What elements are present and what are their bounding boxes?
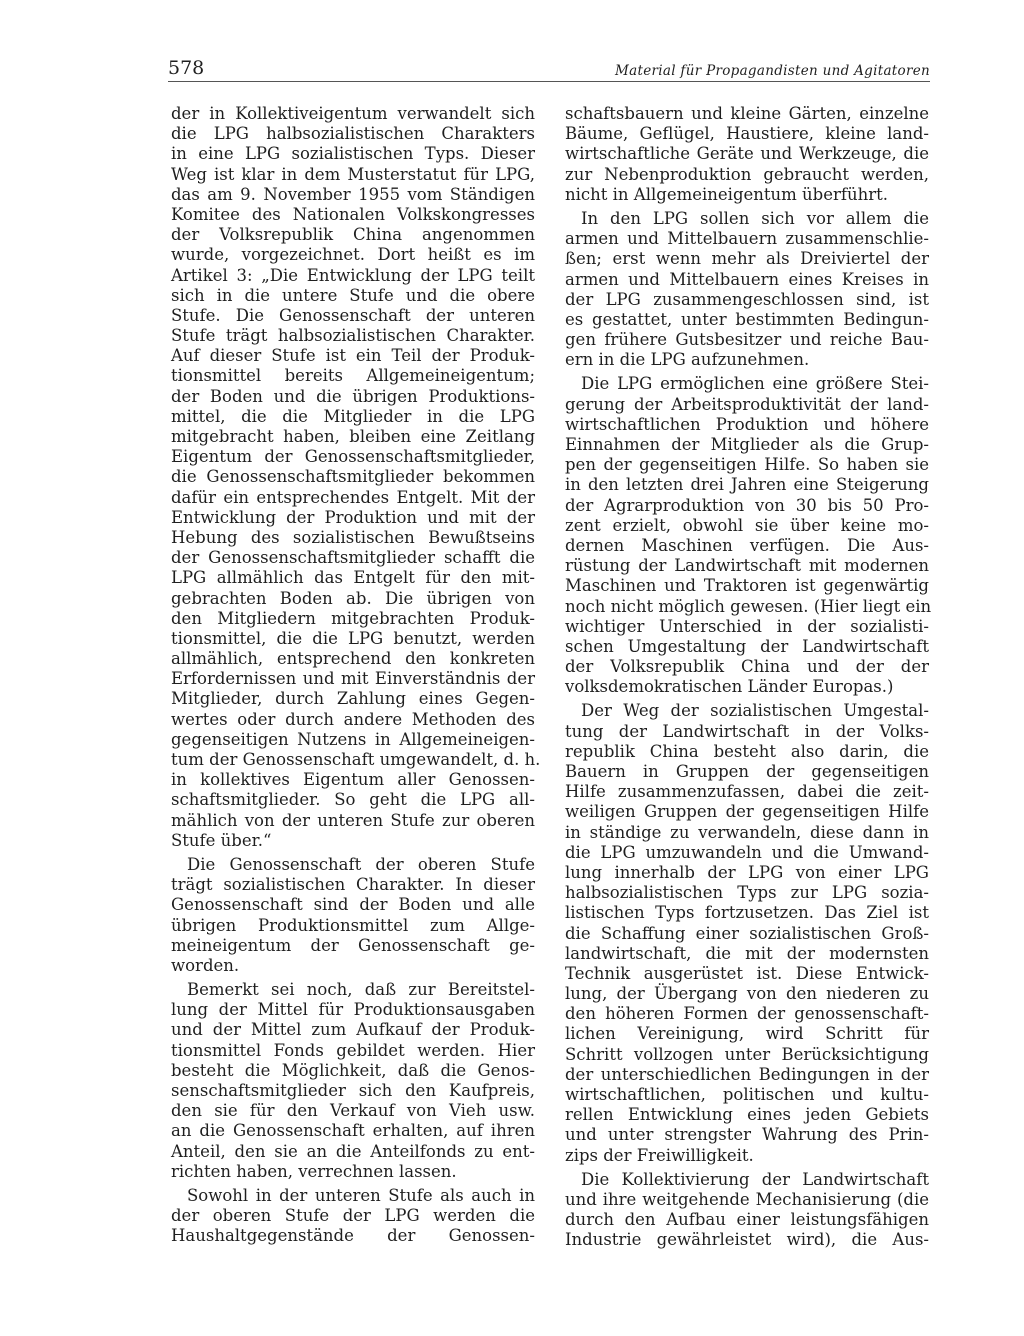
text-line: trägt sozialistischen Charakter. In dieser xyxy=(171,875,535,895)
text-line: mittel, die die Mitglieder in die LPG xyxy=(171,406,535,426)
text-line: richten haben, verrechnen lassen. xyxy=(171,1161,457,1181)
text-line: die Genossenschaftsmitglieder bekommen xyxy=(171,467,535,487)
text-line: Hilfe zusammenzufassen, dabei die zeit- xyxy=(565,782,929,802)
text-line: zips der Freiwilligkeit. xyxy=(565,1145,754,1165)
text-line: Komitee des Nationalen Volkskongresses xyxy=(171,204,535,224)
text-line: Artikel 3: „Die Entwicklung der LPG teilt xyxy=(171,265,535,285)
text-line: Bemerkt sei noch, daß zur Bereitstel- xyxy=(187,980,535,1000)
text-line: Einnahmen der Mitglieder als die Grup- xyxy=(565,435,929,454)
text-line: an die Genossenschaft erhalten, auf ihren xyxy=(171,1121,535,1141)
text-line: Die Kollektivierung der Landwirtschaft xyxy=(581,1169,929,1189)
text-line: den sie für den Verkauf von Vieh usw. xyxy=(171,1101,535,1121)
text-line: tum der Genossenschaft umgewandelt, d. h. xyxy=(171,750,541,769)
text-line: LPG allmählich das Entgelt für den mit- xyxy=(171,568,535,588)
text-line: zur Nebenproduktion gebraucht werden, xyxy=(565,164,929,184)
text-line: halbsozialistischen Typs zur LPG sozia- xyxy=(565,883,929,903)
text-line: es gestattet, unter bestimmten Bedingun- xyxy=(565,309,929,329)
running-header: Material für Propagandisten und Agitatoren xyxy=(615,63,930,79)
text-line: die Schaffung einer sozialistischen Groß- xyxy=(565,923,929,943)
text-line: besteht die Möglichkeit, daß die Genos- xyxy=(171,1060,535,1080)
text-line: und unter strengster Wahrung des Prin- xyxy=(565,1125,929,1145)
text-line: gegenseitigen Nutzens in Allgemeineigen- xyxy=(171,729,535,749)
text-line: pen der gegenseitigen Hilfe. So haben sie xyxy=(565,455,929,475)
text-line: tionsmittel bereits Allgemeineigentum; xyxy=(171,366,535,386)
text-line: Sowohl in der unteren Stufe als auch in xyxy=(187,1185,535,1205)
text-line: Stufe über.“ xyxy=(171,830,272,850)
text-line: armen und Mittelbauern eines Kreises in xyxy=(565,269,929,289)
text-line: Technik ausgerüstet ist. Diese Entwick- xyxy=(565,963,929,983)
text-line: gen frühere Gutsbesitzer und reiche Bau- xyxy=(565,330,929,350)
text-line: meineigentum der Genossenschaft ge- xyxy=(171,935,535,955)
text-line: schaftsmitglieder. So geht die LPG all- xyxy=(171,790,535,810)
text-line: dernen Maschinen verfügen. Die Aus- xyxy=(565,535,929,555)
text-line: der Agrarproduktion von 30 bis 50 Pro- xyxy=(565,495,929,515)
text-line: Hebung des sozialistischen Bewußtseins xyxy=(171,527,535,547)
text-line: der LPG zusammengeschlossen sind, ist xyxy=(565,289,929,309)
text-line: weiligen Gruppen der gegenseitigen Hilfe xyxy=(565,802,929,822)
text-line: den Mitgliedern mitgebrachten Produk- xyxy=(171,608,535,628)
header-rule xyxy=(168,81,930,82)
text-line: landwirtschaft, die mit der modernsten xyxy=(565,943,929,963)
left-text-column xyxy=(171,104,541,1247)
text-line: Maschinen und Traktoren ist gegenwärtig xyxy=(565,576,929,596)
text-line: lung der Mittel für Produktionsausgaben xyxy=(171,1000,535,1020)
text-line: zent erzielt, obwohl sie über keine mo- xyxy=(565,515,929,535)
text-line: Industrie gewährleistet wird), die Aus- xyxy=(565,1230,929,1250)
text-line: in eine LPG sozialistischen Typs. Dieser xyxy=(171,144,535,164)
text-line: Entwicklung der Produktion und mit der xyxy=(171,507,535,527)
text-line: Mitglieder, durch Zahlung eines Gegen- xyxy=(171,689,535,709)
text-line: rellen Entwicklung eines jeden Gebiets xyxy=(565,1105,929,1125)
text-line: listischen Typs fortzusetzen. Das Ziel ist xyxy=(565,903,929,923)
text-line: mitgebracht haben, bleiben eine Zeitlang xyxy=(171,427,535,446)
text-line: der Volksrepublik China und der der xyxy=(565,657,929,677)
text-line: Erfordernissen und mit Einverständnis der xyxy=(171,669,535,689)
text-line: Genossenschaft sind der Boden und alle xyxy=(171,895,535,915)
text-line: worden. xyxy=(171,955,240,975)
text-line: In den LPG sollen sich vor allem die xyxy=(581,208,929,228)
text-line: den höheren Formen der genossenschaft- xyxy=(565,1004,929,1024)
page-number: 578 xyxy=(168,57,205,79)
text-line: Bauern in Gruppen der gegenseitigen xyxy=(565,762,929,781)
text-line: wirtschaftlichen, politischen und kultu- xyxy=(565,1085,929,1104)
text-line: Die Genossenschaft der oberen Stufe xyxy=(187,854,535,874)
text-line: schen Umgestaltung der Landwirtschaft xyxy=(565,636,929,656)
text-line: das am 9. November 1955 vom Ständigen xyxy=(171,184,535,204)
text-line: ßen; erst wenn mehr als Dreiviertel der xyxy=(565,249,929,269)
text-line: und ihre weitgehende Mechanisierung (die xyxy=(565,1189,929,1209)
text-line: schaftsbauern und kleine Gärten, einzelne xyxy=(565,104,929,123)
text-line: tung der Landwirtschaft in der Volks- xyxy=(565,721,929,741)
text-line: der Boden und die übrigen Produktions- xyxy=(171,386,535,406)
text-line: Eigentum der Genossenschaftsmitglieder, xyxy=(171,447,535,467)
text-line: in kollektives Eigentum aller Genossen- xyxy=(171,770,535,790)
text-line: dafür ein entsprechendes Entgelt. Mit der xyxy=(171,487,535,507)
text-line: wertes oder durch andere Methoden des xyxy=(171,709,535,729)
text-line: Der Weg der sozialistischen Umgestal- xyxy=(581,701,929,721)
text-line: die LPG halbsozialistischen Charakters xyxy=(171,124,535,144)
text-line: lichen Vereinigung, wird Schritt für xyxy=(565,1024,929,1044)
text-line: wurde, vorgezeichnet. Dort heißt es im xyxy=(171,245,535,265)
text-line: tionsmittel Fonds gebildet werden. Hier xyxy=(171,1040,535,1060)
text-line: tionsmittel, die die LPG benutzt, werden xyxy=(171,628,535,648)
text-line: der in Kollektiveigentum verwandelt sich xyxy=(171,104,535,123)
text-line: der Genossenschaftsmitglieder schafft die xyxy=(171,548,535,568)
text-line: übrigen Produktionsmittel zum Allge- xyxy=(171,915,535,935)
text-line: armen und Mittelbauern zusammenschlie- xyxy=(565,229,929,249)
text-line: republik China besteht also darin, die xyxy=(565,741,929,761)
text-line: Schritt vollzogen unter Berücksichtigung xyxy=(565,1044,929,1064)
text-line: in den letzten drei Jahren eine Steigerung xyxy=(565,475,929,495)
text-line: der unterschiedlichen Bedingungen in der xyxy=(565,1064,929,1084)
text-line: wichtiger Unterschied in der sozialisti- xyxy=(565,616,929,636)
text-line: lung innerhalb der LPG von einer LPG xyxy=(565,862,929,882)
text-line: der oberen Stufe der LPG werden die xyxy=(171,1206,535,1226)
text-line: Anteil, den sie an die Anteilfonds zu ent- xyxy=(171,1141,535,1161)
text-line: lung, der Übergang von den niederen zu xyxy=(565,984,929,1004)
text-line: gebrachten Boden ab. Die übrigen von xyxy=(171,588,535,608)
text-line: volksdemokratischen Länder Europas.) xyxy=(565,677,894,697)
text-line: Stufe trägt halbsozialistischen Charakter. xyxy=(171,326,535,346)
text-line: Bäume, Geflügel, Haustiere, kleine land- xyxy=(565,124,929,144)
text-line: wirtschaftlichen Produktion und höhere xyxy=(565,414,929,434)
text-line: mählich von der unteren Stufe zur oberen xyxy=(171,810,535,830)
text-line: der Volksrepublik China angenommen xyxy=(171,225,535,245)
text-line: gerung der Arbeitsproduktivität der land- xyxy=(565,394,929,414)
text-line: noch nicht möglich gewesen. (Hier liegt ein xyxy=(565,596,932,616)
text-line: rüstung der Landwirtschaft mit modernen xyxy=(565,556,929,576)
text-line: durch den Aufbau einer leistungsfähigen xyxy=(565,1210,929,1230)
text-line: Stufe. Die Genossenschaft der unteren xyxy=(171,305,535,325)
text-line: senschaftsmitglieder sich den Kaufpreis, xyxy=(171,1081,535,1100)
text-line: in ständige zu verwandeln, diese dann in xyxy=(565,822,929,842)
text-line: wirtschaftliche Geräte und Werkzeuge, die xyxy=(565,144,929,164)
text-line: nicht in Allgemeineigentum überführt. xyxy=(565,184,889,204)
right-text-column xyxy=(565,104,932,1251)
text-line: Die LPG ermöglichen eine größere Stei- xyxy=(581,374,929,394)
text-line: sich in die untere Stufe und die obere xyxy=(171,285,535,305)
text-line: allmählich, entsprechend den konkreten xyxy=(171,649,535,669)
text-line: ern in die LPG aufzunehmen. xyxy=(565,350,810,370)
text-line: die LPG umzuwandeln und die Umwand- xyxy=(565,842,929,862)
text-line: Weg ist klar in dem Musterstatut für LPG, xyxy=(171,164,535,184)
text-line: und der Mittel zum Aufkauf der Produk- xyxy=(171,1020,535,1040)
text-line: Haushaltgegenstände der Genossen- xyxy=(171,1226,535,1246)
text-line: Auf dieser Stufe ist ein Teil der Produk- xyxy=(171,346,535,366)
